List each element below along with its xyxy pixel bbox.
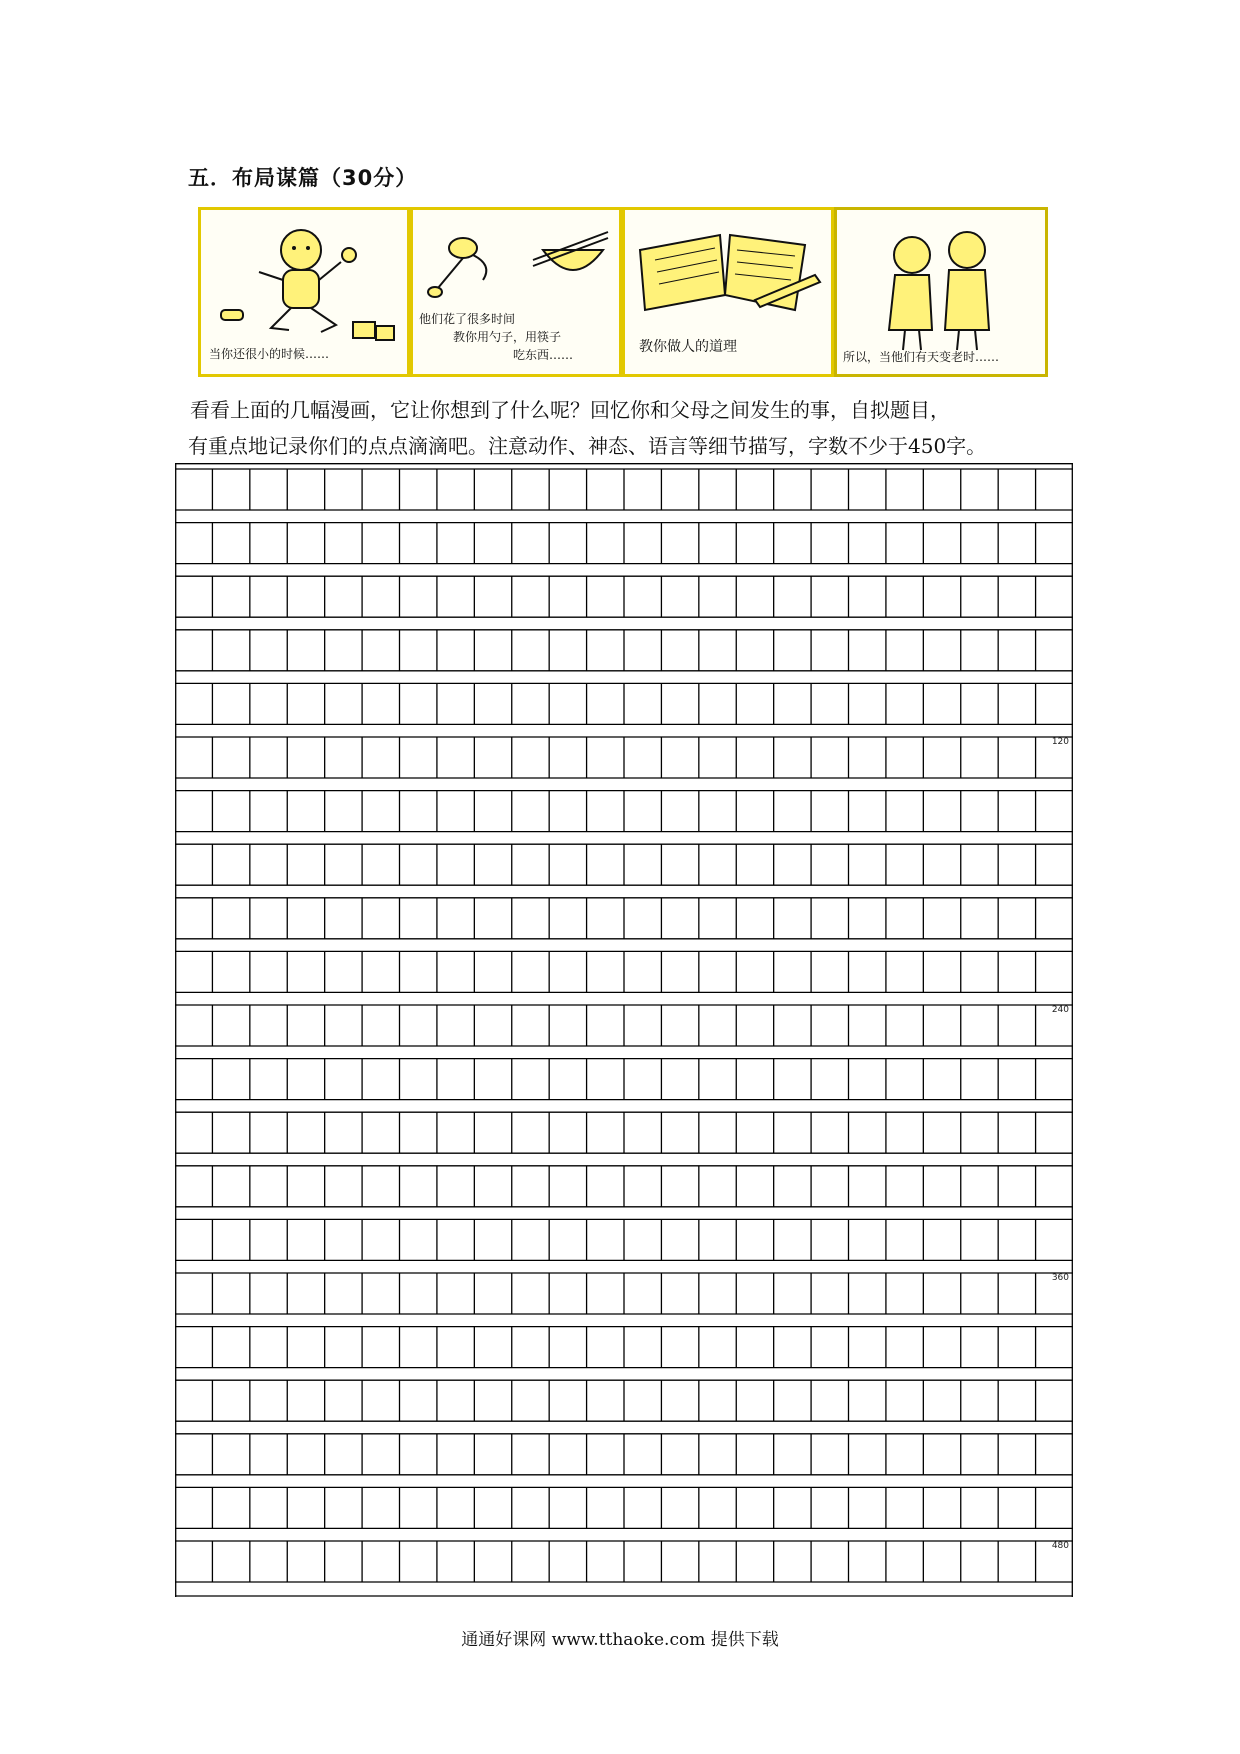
instruction-line-1: 看看上面的几幅漫画，它让你想到了什么呢？回忆你和父母之间发生的事，自拟题目，: [190, 398, 950, 422]
panel-3-caption: 教你做人的道理: [639, 339, 737, 355]
section-heading: 五．布局谋篇（30分）: [188, 166, 418, 190]
comic-panel-1: [198, 207, 410, 377]
panel-4-caption: 所以，当他们有天变老时……: [843, 350, 1000, 364]
grid-lines: [175, 463, 1073, 1597]
footer-download-notice: 通通好课网 www.tthaoke.com 提供下载: [461, 1630, 779, 1650]
comic-strip: [198, 207, 1048, 377]
instruction-line-2: 有重点地记录你们的点点滴滴吧。注意动作、神态、语言等细节描写，字数不少于450字。: [188, 434, 987, 458]
panel-2-caption-line2: 教你用勺子，用筷子: [453, 330, 562, 344]
comic-panel-3: [622, 207, 834, 377]
panel-1-caption: 当你还很小的时候……: [209, 347, 330, 361]
writing-grid: [175, 463, 1073, 1597]
word-count-mark-120: 120: [1051, 737, 1069, 747]
panel-2-caption-line3: 吃东西……: [513, 348, 574, 362]
panel-2-caption-line1: 他们花了很多时间: [419, 312, 516, 326]
comic-panel-2: [410, 207, 622, 377]
word-count-mark-240: 240: [1051, 1005, 1069, 1015]
word-count-mark-480: 480: [1051, 1541, 1069, 1551]
comic-panel-4: [834, 207, 1048, 377]
word-count-mark-360: 360: [1051, 1273, 1069, 1283]
